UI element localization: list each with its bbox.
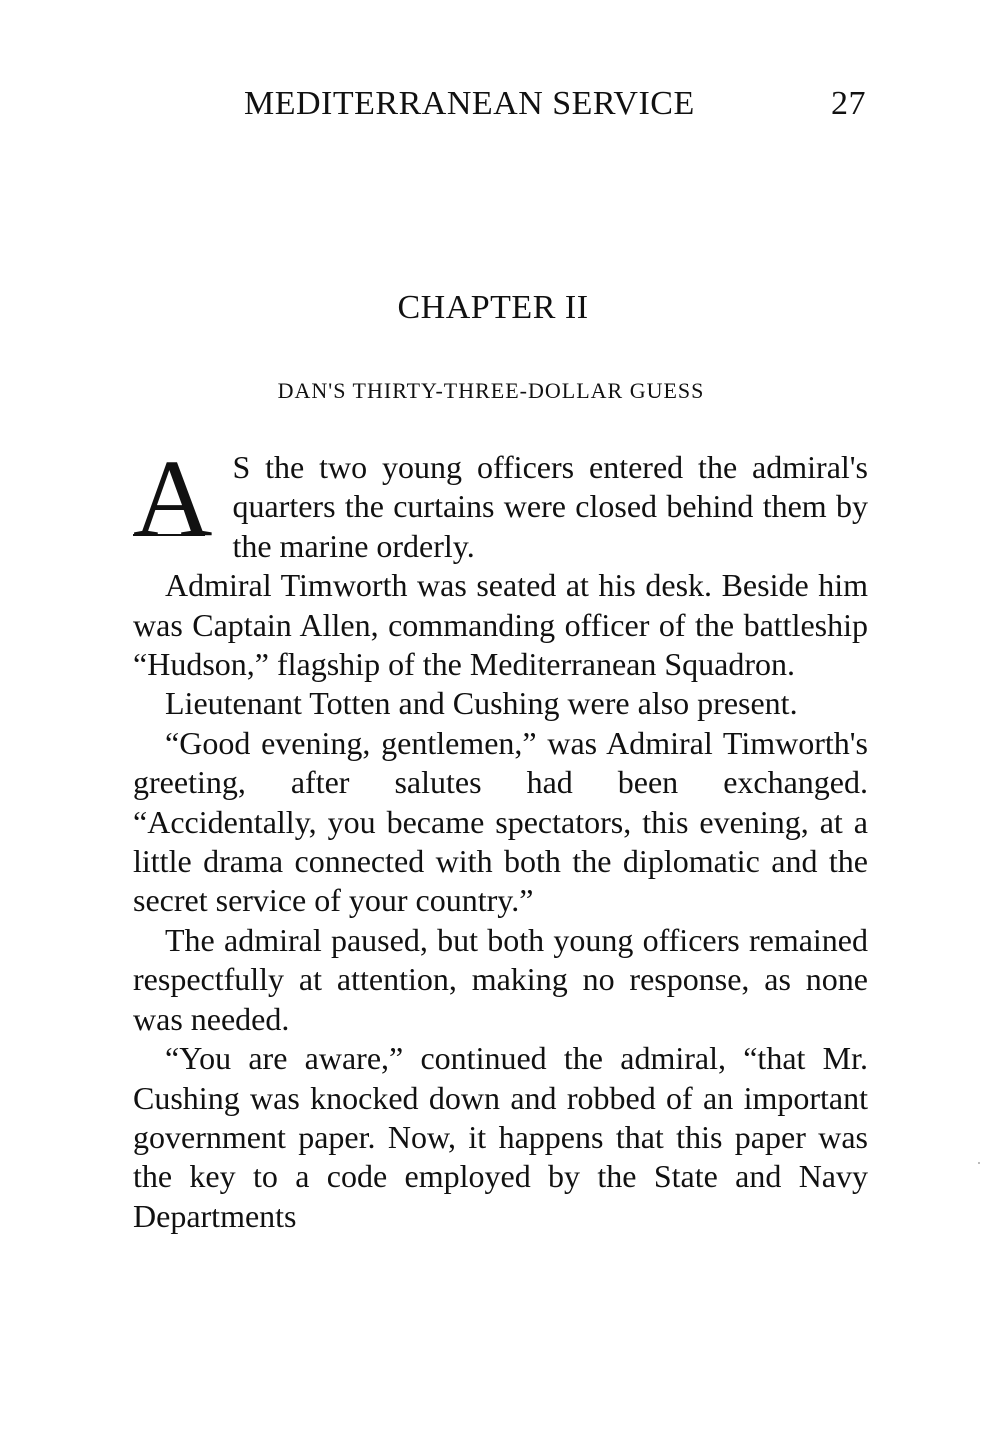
chapter-subtitle-text: DAN'S THIRTY-THREE-DOLLAR GUESS [277, 378, 705, 403]
page-number: 27 [831, 85, 866, 122]
paragraph-1 [133, 437, 868, 566]
chapter-heading [0, 286, 1000, 330]
paragraph-2: Admiral Timworth was seated at his desk. Beside him was Captain Allen, commanding officer of the battleship “Hudson,” flagship of the Mediterranean Squadron. [133, 567, 868, 683]
chapter-heading-text: CHAPTER II [397, 289, 589, 326]
paragraph-6: “You are aware,” continued the admiral, “that Mr. Cushing was knocked down and robbed of an important government paper. Now, it happens that this paper was the key to a code employed by the State and Navy Departments [133, 1040, 868, 1234]
paragraph-5: The admiral paused, but both young officers remained respectfully at attention, making no response, as none was needed. [133, 921, 868, 1037]
scan-speck [978, 1162, 980, 1164]
running-title: MEDITERRANEAN SERVICE [244, 85, 695, 122]
paragraph-3: Lieutenant Totten and Cushing were also present. [165, 685, 798, 722]
body-text [133, 437, 868, 1236]
drop-cap: A [133, 437, 213, 559]
running-header [244, 82, 870, 126]
paragraph-4: “Good evening, gentlemen,” was Admiral Timworth's greeting, after salutes had been exchanged. “Accidentally, you became spectators, this evening, at a little drama connected with both the diplomatic and the secret service of your country.” [133, 724, 868, 919]
chapter-subtitle [0, 376, 1000, 406]
paragraph-1-text: S the two young officers entered the admiral's quarters the curtains were closed behind them by the marine orderly. [232, 449, 868, 564]
